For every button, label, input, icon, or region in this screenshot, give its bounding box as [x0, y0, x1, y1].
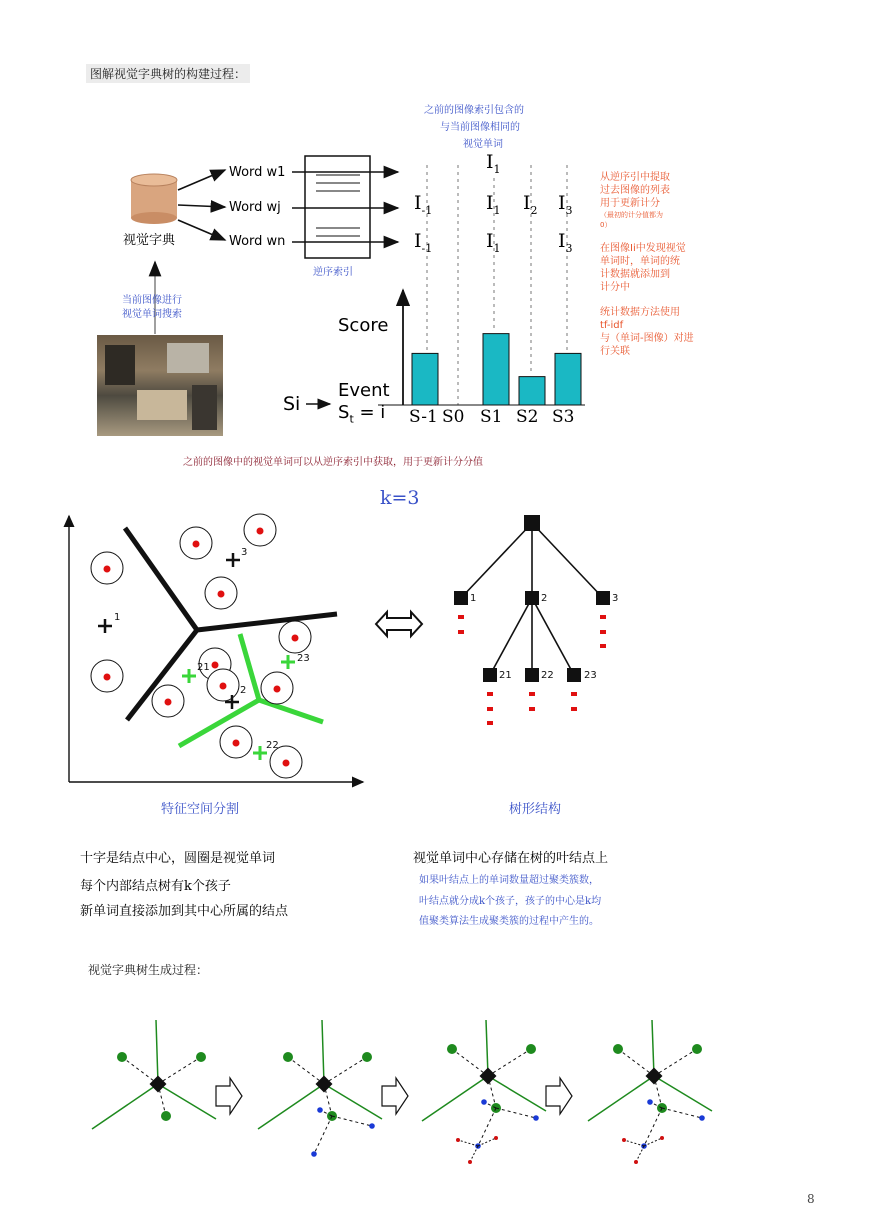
stage3-word-node: [447, 1044, 457, 1054]
stage4-child-node: [647, 1099, 653, 1105]
index-row3-im1: $I_{-1}$: [414, 230, 433, 255]
bar-S2: [519, 377, 545, 405]
stage2-child-node: [317, 1107, 323, 1113]
stage2-center-diamond: [316, 1076, 333, 1093]
stage3-child-node: [533, 1115, 539, 1121]
note-left-3: 新单词直接添加到其中心所属的结点: [80, 904, 289, 919]
bar-S1: [483, 334, 509, 405]
caption-feature-space: 特征空间分割: [161, 802, 240, 817]
stage2-word-node: [362, 1052, 372, 1062]
right-arrow-icon: [382, 1078, 408, 1114]
stage2-green-line: [258, 1084, 324, 1129]
note-right-2: 叶结点就分成k个孩子，孩子的中心是k均: [419, 896, 602, 907]
stage4-grandchild-node: [622, 1138, 626, 1142]
tree-label-21: 21: [499, 670, 512, 681]
stage4-green-line: [588, 1076, 654, 1121]
stage2-green-line: [322, 1020, 324, 1084]
tree-label-3: 3: [612, 593, 619, 604]
stage3-green-line: [486, 1020, 488, 1076]
feature-space-diagram: [55, 510, 375, 792]
stage1-word-node: [117, 1052, 127, 1062]
current-image-photo: [97, 335, 223, 436]
side-notes: 从逆序引中提取 过去图像的列表 用于更新计分 （最初的计分值都为 0） 在图像Ii中发现视觉 单词时，单词的统 计数据就添加到 计分中 统计数据方法使用 tf-idf 与（单词-图像）对进 行关联: [600, 172, 694, 357]
index-row2-i3: $I_3$: [558, 192, 573, 217]
dictionary-label: 视觉字典: [123, 233, 176, 248]
event-label: Event: [338, 380, 390, 401]
stage3-grandchild-node: [468, 1160, 472, 1164]
word-wj: Word wj: [229, 200, 281, 215]
inverted-index-label: 逆序索引: [313, 267, 353, 278]
top-caption-1: 之前的图像索引包含的: [424, 105, 524, 116]
space-label-23: 23: [297, 653, 310, 664]
note-right-1: 如果叶结点上的单词数量超过聚类簇数，: [419, 875, 599, 886]
stage2-child-node: [311, 1151, 317, 1157]
tree-label-1: 1: [470, 593, 477, 604]
tree-label-22: 22: [541, 670, 554, 681]
top-caption-2: 与当前图像相同的: [440, 122, 520, 133]
st-label: $S_t = i$: [338, 402, 386, 426]
bar-S3: [555, 353, 581, 405]
index-row3-i1: $I_1$: [486, 230, 501, 255]
x-tick-S0: S0: [442, 407, 465, 427]
note-left-1: 十字是结点中心，圆圈是视觉单词: [80, 851, 276, 866]
tree-generation-diagram: [80, 1000, 740, 1170]
stage4-grandchild-node: [660, 1136, 664, 1140]
x-tick-S1: S1: [480, 407, 503, 427]
note-right-3: 值聚类算法生成聚类簇的过程中产生的。: [419, 916, 599, 927]
right-arrow-icon: [216, 1078, 242, 1114]
figure1-caption: 之前的图像中的视觉单词可以从逆序索引中获取，用于更新计分分值: [183, 457, 483, 468]
index-row1-i1: $I_1$: [486, 151, 501, 176]
stage3-center-diamond: [480, 1068, 497, 1085]
search-caption-2: 视觉单词搜索: [122, 309, 182, 320]
stage4-center-diamond: [646, 1068, 663, 1085]
caption-tree: 树形结构: [509, 802, 562, 817]
stage1-word-node: [196, 1052, 206, 1062]
tree-label-23: 23: [584, 670, 597, 681]
score-label: Score: [338, 315, 389, 336]
search-caption-1: 当前图像进行: [122, 295, 182, 306]
stage3-green-line: [422, 1076, 488, 1121]
stage2-word-node: [283, 1052, 293, 1062]
database-icon: [131, 174, 177, 224]
space-label-2: 2: [240, 685, 247, 696]
space-label-21: 21: [197, 662, 210, 673]
note-right-title: 视觉单词中心存储在树的叶结点上: [413, 851, 609, 866]
index-row3-i3: $I_3$: [558, 230, 573, 255]
stage4-green-line: [652, 1020, 654, 1076]
page-title-2: 视觉字典树生成过程：: [88, 963, 209, 977]
stage3-word-node: [526, 1044, 536, 1054]
x-tick-S3: S3: [552, 407, 575, 427]
si-label: Si: [283, 393, 301, 415]
page-number: 8: [807, 1192, 815, 1206]
index-row2-i1: $I_1$: [486, 192, 501, 217]
stage3-grandchild-node: [494, 1136, 498, 1140]
note-left-2: 每个内部结点树有k个孩子: [80, 879, 231, 894]
space-label-22: 22: [266, 740, 279, 751]
score-bars: [412, 334, 581, 405]
top-caption-3: 视觉单词: [463, 139, 503, 150]
x-tick-S2: S2: [516, 407, 539, 427]
stage4-child-node: [699, 1115, 705, 1121]
word-wn: Word wn: [229, 234, 286, 249]
stage4-word-node: [692, 1044, 702, 1054]
space-label-1: 1: [114, 612, 121, 623]
stage1-green-line: [156, 1020, 158, 1084]
stage4-grandchild-node: [634, 1160, 638, 1164]
space-label-3: 3: [241, 547, 248, 558]
index-row2-i2: $I_2$: [523, 192, 538, 217]
stage3-grandchild-node: [456, 1138, 460, 1142]
stage2-child-node: [369, 1123, 375, 1129]
word-w1: Word w1: [229, 165, 286, 180]
stage1-center-diamond: [150, 1076, 167, 1093]
double-arrow-icon: [374, 609, 424, 639]
k-label: k=3: [380, 487, 420, 509]
tree-structure-diagram: [440, 510, 640, 740]
bar-S-1: [412, 353, 438, 405]
right-arrow-icon: [546, 1078, 572, 1114]
tree-label-2: 2: [541, 593, 548, 604]
stage4-word-node: [613, 1044, 623, 1054]
stage1-green-line: [92, 1084, 158, 1129]
stage1-word-node: [161, 1111, 171, 1121]
x-tick-S-1: S-1: [409, 407, 438, 427]
stage3-child-node: [481, 1099, 487, 1105]
index-row2-im1: $I_{-1}$: [414, 192, 433, 217]
page-title-1: 图解视觉字典树的构建过程：: [86, 64, 250, 83]
